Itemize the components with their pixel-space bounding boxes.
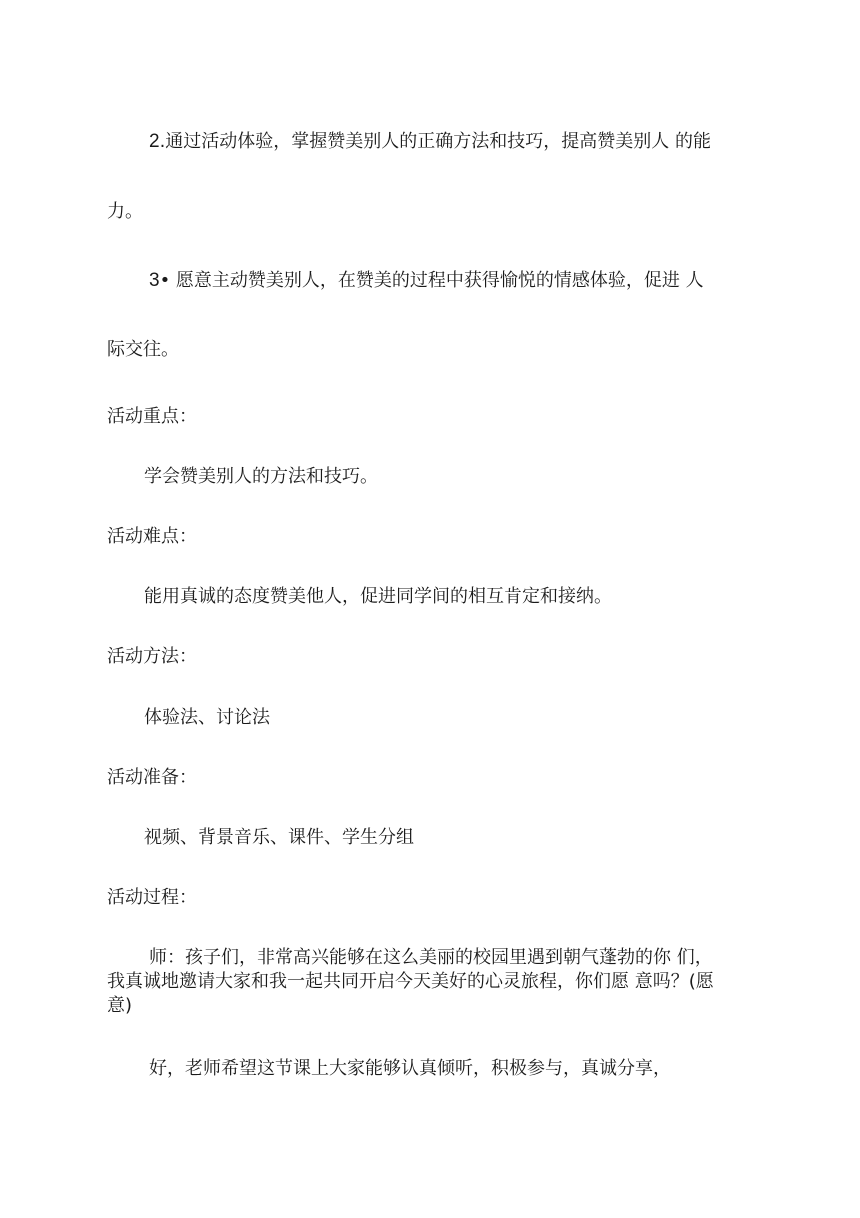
- method-heading: 活动方法：: [107, 646, 197, 667]
- difficulty-content: 能用真诚的态度赞美他人，促进同学间的相互肯定和接纳。: [144, 586, 612, 607]
- preparation-heading: 活动准备：: [107, 767, 197, 788]
- objective-3-line: [149, 269, 704, 293]
- objective-2-number: 2: [149, 131, 160, 152]
- key-point-heading: 活动重点：: [107, 406, 197, 427]
- process-heading: 活动过程：: [107, 887, 197, 908]
- objective-2-continuation: 力。: [107, 201, 143, 222]
- process-paragraph-1-line-3: 意): [107, 995, 133, 1016]
- objective-2-text: .通过活动体验，掌握赞美别人的正确方法和技巧，提高赞美别人 的能: [159, 131, 712, 152]
- process-paragraph-2: 好，老师希望这节课上大家能够认真倾听，积极参与，真诚分享，: [149, 1058, 671, 1079]
- objective-3-continuation: 际交往。: [107, 339, 179, 360]
- process-paragraph-1-line-2: 我真诚地邀请大家和我一起共同开启今天美好的心灵旅程，你们愿 意吗？(愿: [107, 971, 714, 992]
- difficulty-heading: 活动难点：: [107, 526, 197, 547]
- objective-2-line: [149, 130, 711, 154]
- process-paragraph-1-line-1: 师：孩子们，非常高兴能够在这么美丽的校园里遇到朝气蓬勃的你 们，: [149, 947, 713, 968]
- key-point-content: 学会赞美别人的方法和技巧。: [144, 466, 378, 487]
- objective-3-number: 3: [149, 270, 160, 291]
- preparation-content: 视频、背景音乐、课件、学生分组: [144, 827, 414, 848]
- objective-3-text: • 愿意主动赞美别人，在赞美的过程中获得愉悦的情感体验，促进 人: [159, 270, 704, 291]
- method-content: 体验法、讨论法: [144, 707, 270, 728]
